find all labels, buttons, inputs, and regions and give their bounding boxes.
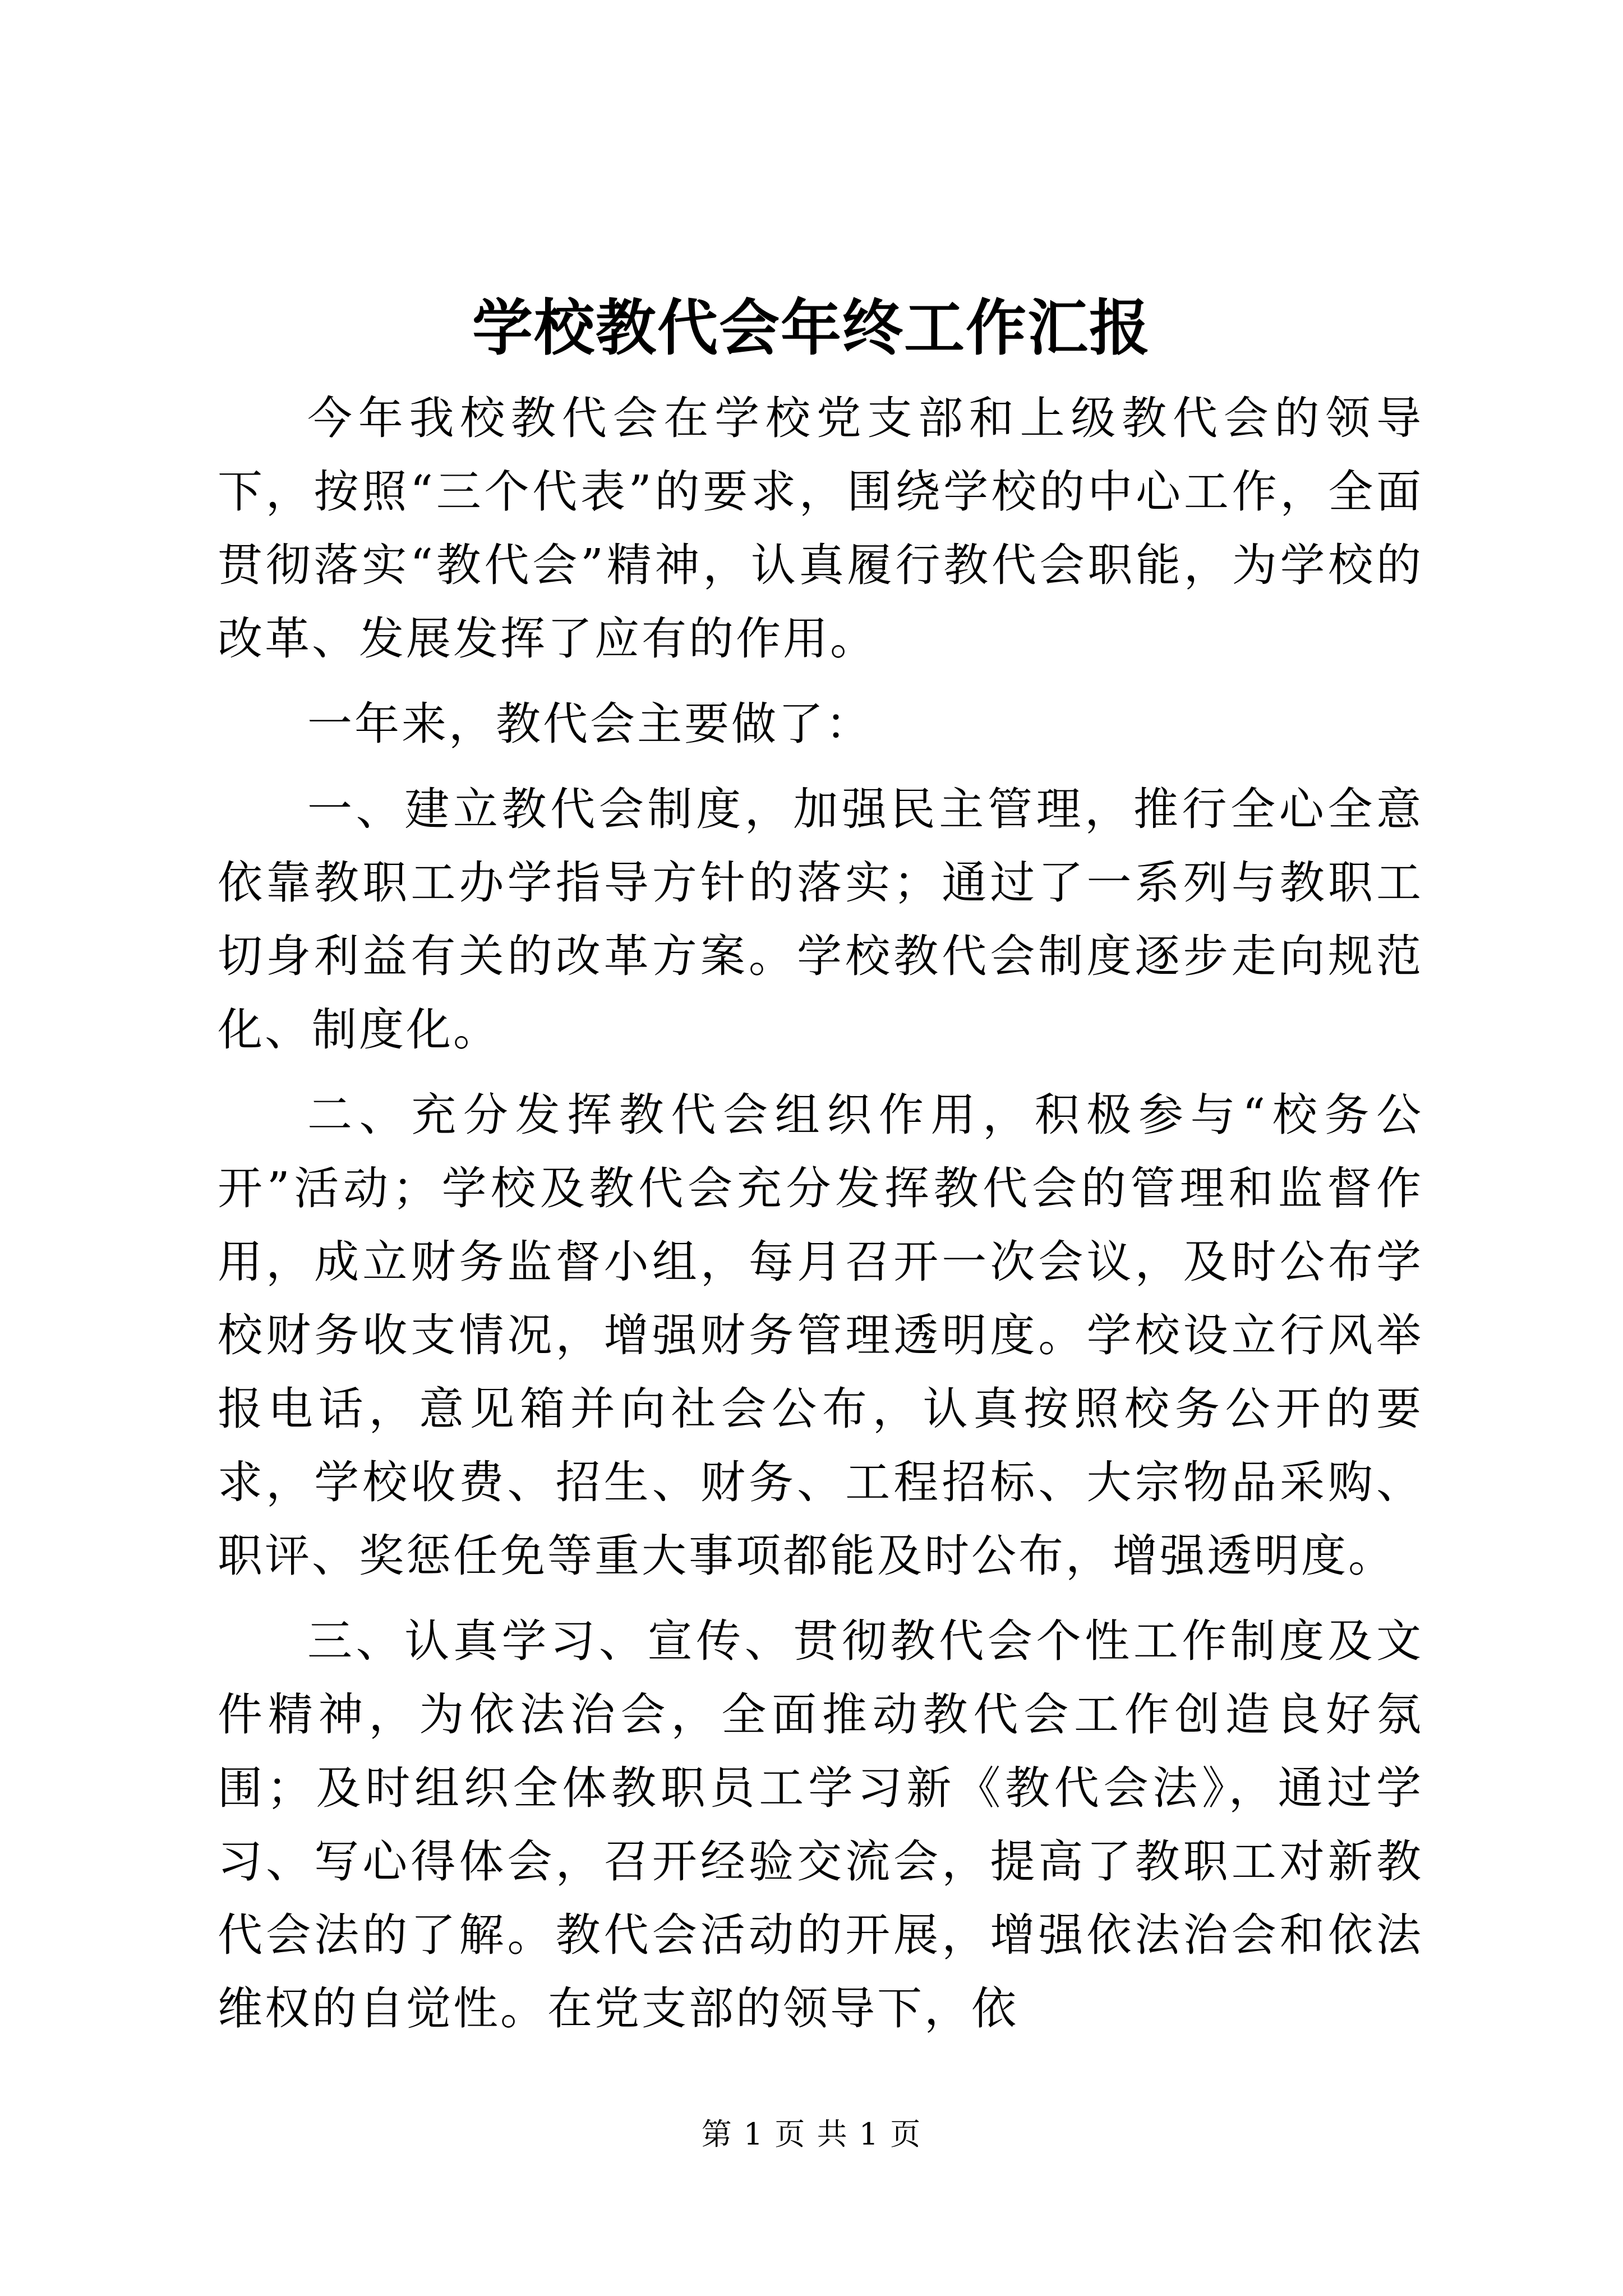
document-title: 学校教代会年终工作汇报 <box>472 293 1151 364</box>
paragraph-intro: 今年我校教代会在学校党支部和上级教代会的领导下，按照“三个代表”的要求，围绕学校的中心工作，全面贯彻落实“教代会”精神，认真履行教代会职能，为学校的改革、发展发挥了应有的作用。 <box>218 392 1423 665</box>
paragraph-item-3: 三、认真学习、宣传、贯彻教代会个性工作制度及文件精神，为依法治会，全面推动教代会工作创造良好氛围；及时组织全体教职员工学习新《教代会法》，通过学习、写心得体会，召开经验交流会，提高了教职工对新教代会法的了解。教代会活动的开展，增强依法治会和依法维权的自觉性。在党支部的领导下，依 <box>218 1615 1423 2035</box>
page-footer: 第 1 页 共 1 页 <box>701 2116 922 2152</box>
paragraph-summary-lead: 一年来，教代会主要做了： <box>307 698 873 750</box>
paragraph-item-2: 二、充分发挥教代会组织作用，积极参与“校务公开”活动；学校及教代会充分发挥教代会的管理和监督作用，成立财务监督小组，每月召开一次会议，及时公布学校财务收支情况，增强财务管理透明度。学校设立行风举报电话，意见箱并向社会公布，认真按照校务公开的要求，学校收费、招生、财务、工程招标、大宗物品采购、职评、奖惩任免等重大事项都能及时公布，增强透明度。 <box>218 1089 1423 1582</box>
paragraph-item-1: 一、建立教代会制度，加强民主管理，推行全心全意依靠教职工办学指导方针的落实；通过了一系列与教职工切身利益有关的改革方案。学校教代会制度逐步走向规范化、制度化。 <box>218 783 1423 1056</box>
document-body <box>218 381 1423 2057</box>
